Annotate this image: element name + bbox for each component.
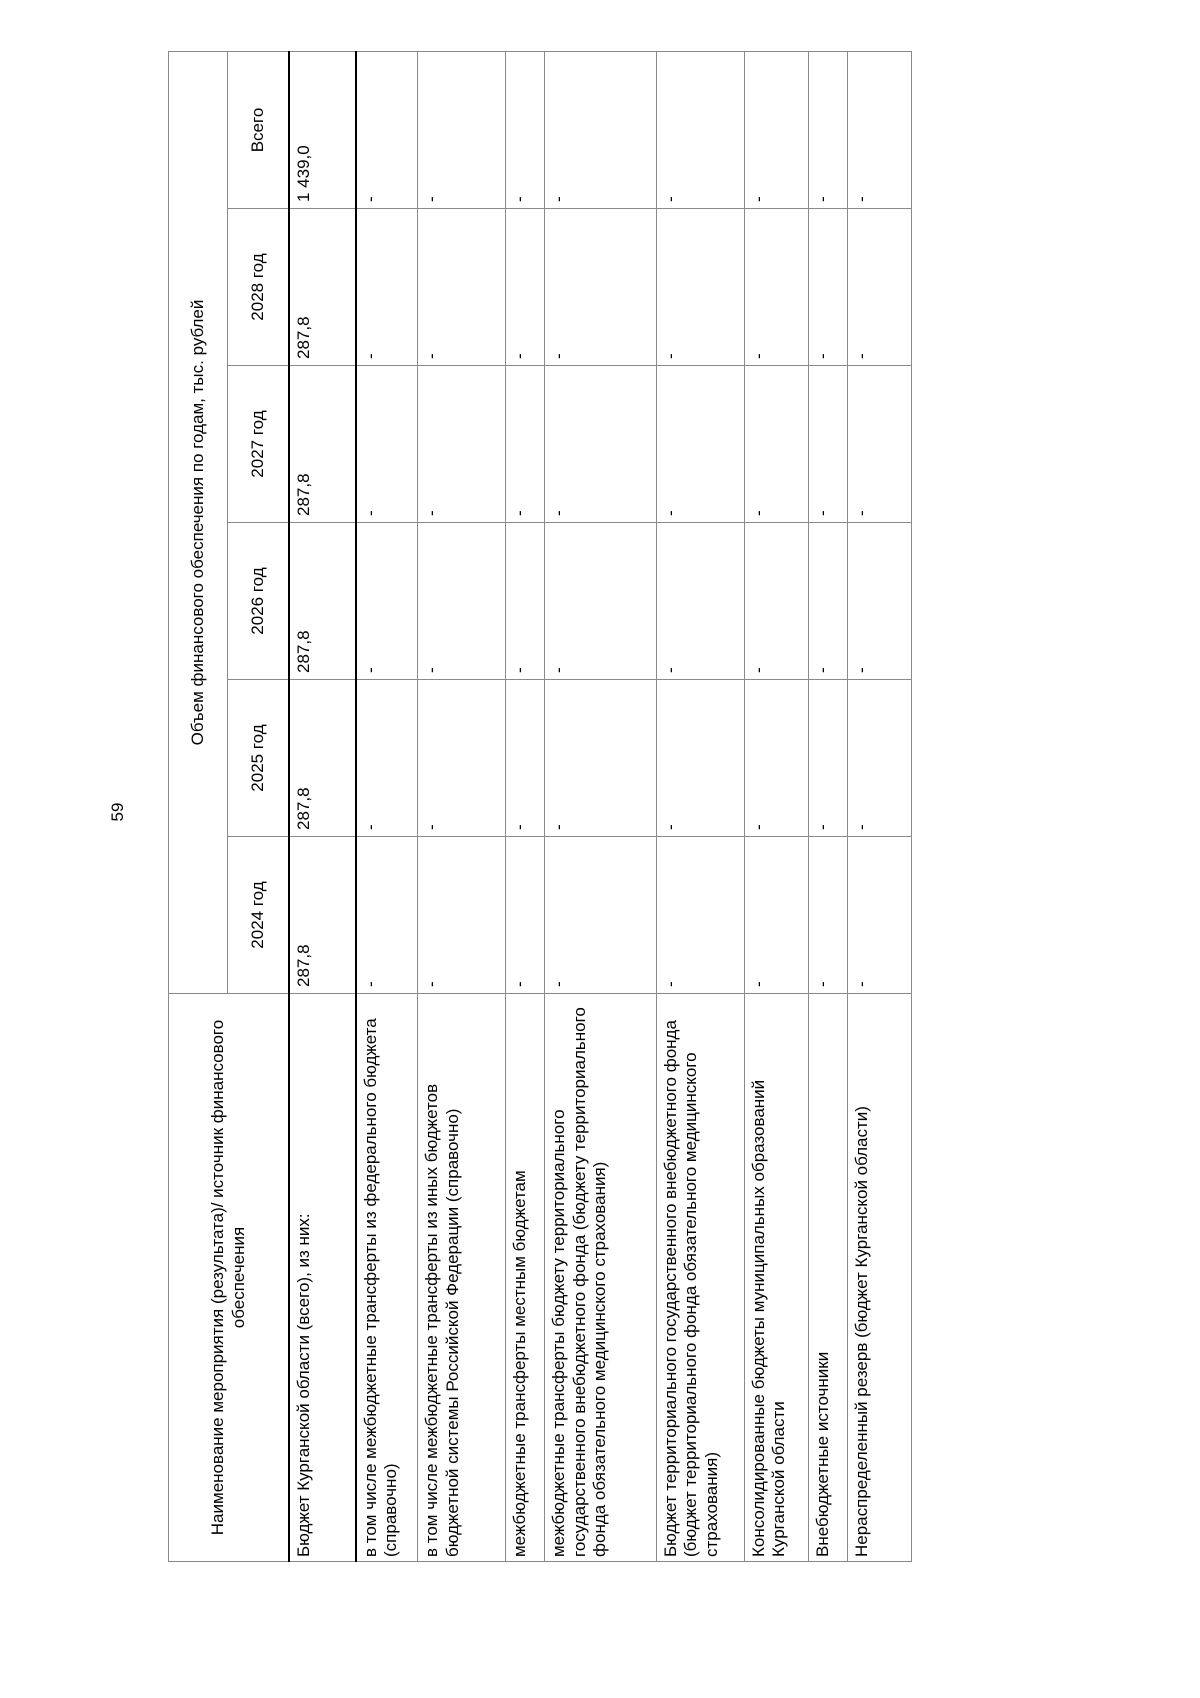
page-number: 59 [108,802,127,822]
row-name: в том числе межбюджетные трансферты из иных бюджетов бюджетной системы Российской Федерации (справочно) [418,994,506,1562]
cell-value: - [544,366,656,523]
cell-value: - [847,366,911,523]
cell-value: - [506,680,545,837]
cell-value: 287,8 [289,209,356,366]
table-row [744,52,808,1562]
table-row [418,52,506,1562]
table-row [356,52,418,1562]
row-name: Бюджет Курганской области (всего), из них: [289,994,356,1562]
row-name: межбюджетные трансферты местным бюджетам [506,994,545,1562]
cell-value: - [656,837,744,994]
cell-value: - [847,209,911,366]
cell-value: - [506,837,545,994]
cell-value: - [808,209,847,366]
cell-value: - [808,523,847,680]
cell-value: - [808,52,847,209]
row-name: Внебюджетные источники [808,994,847,1562]
cell-value: - [656,209,744,366]
table-row [506,52,545,1562]
header-year: 2028 год [228,209,290,366]
cell-value: - [418,680,506,837]
funding-table [168,51,912,1562]
table-row [808,52,847,1562]
table-row [289,52,356,1562]
cell-value: - [356,209,418,366]
cell-value: - [808,366,847,523]
cell-value: - [656,52,744,209]
header-year: 2026 год [228,523,290,680]
cell-value: - [808,680,847,837]
header-year: 2027 год [228,366,290,523]
cell-value: 1 439,0 [289,52,356,209]
row-name: Консолидированные бюджеты муниципальных образований Курганской области [744,994,808,1562]
cell-value: - [356,52,418,209]
cell-value: - [356,680,418,837]
cell-value: - [544,523,656,680]
cell-value: - [506,366,545,523]
row-name: в том числе межбюджетные трансферты из федерального бюджета (справочно) [356,994,418,1562]
row-name: межбюджетные трансферты бюджету территориального государственного внебюджетного фонда (бюджету территориального фонда обязательного медицинского страхования) [544,994,656,1562]
cell-value: 287,8 [289,366,356,523]
cell-value: - [544,680,656,837]
header-name: Наименование мероприятия (результата)/ источник финансового обеспечения [169,994,290,1562]
table-row [847,52,911,1562]
cell-value: - [656,680,744,837]
cell-value: - [744,523,808,680]
header-volume: Объем финансового обеспечения по годам, тыс. рублей [169,52,228,994]
table-row [656,52,744,1562]
cell-value: - [744,680,808,837]
cell-value: - [544,209,656,366]
cell-value: - [506,52,545,209]
cell-value: - [418,366,506,523]
cell-value: - [656,523,744,680]
cell-value: 287,8 [289,523,356,680]
cell-value: - [847,523,911,680]
cell-value: - [744,209,808,366]
cell-value: - [847,837,911,994]
table-row [544,52,656,1562]
cell-value: - [808,837,847,994]
cell-value: - [356,366,418,523]
row-name: Нераспределенный резерв (бюджет Курганской области) [847,994,911,1562]
cell-value: - [356,523,418,680]
cell-value: - [744,837,808,994]
cell-value: - [506,523,545,680]
cell-value: - [744,52,808,209]
header-year: 2024 год [228,837,290,994]
header-total: Всего [228,52,290,209]
cell-value: 287,8 [289,680,356,837]
cell-value: - [506,209,545,366]
header-year: 2025 год [228,680,290,837]
cell-value: - [356,837,418,994]
cell-value: - [544,52,656,209]
cell-value: - [418,523,506,680]
cell-value: - [847,52,911,209]
cell-value: - [418,209,506,366]
cell-value: 287,8 [289,837,356,994]
cell-value: - [656,366,744,523]
row-name: Бюджет территориального государственного внебюджетного фонда (бюджет территориального фонда обязательного медицинского страхования) [656,994,744,1562]
cell-value: - [744,366,808,523]
cell-value: - [544,837,656,994]
cell-value: - [418,837,506,994]
cell-value: - [418,52,506,209]
cell-value: - [847,680,911,837]
funding-table-container [168,52,912,1562]
